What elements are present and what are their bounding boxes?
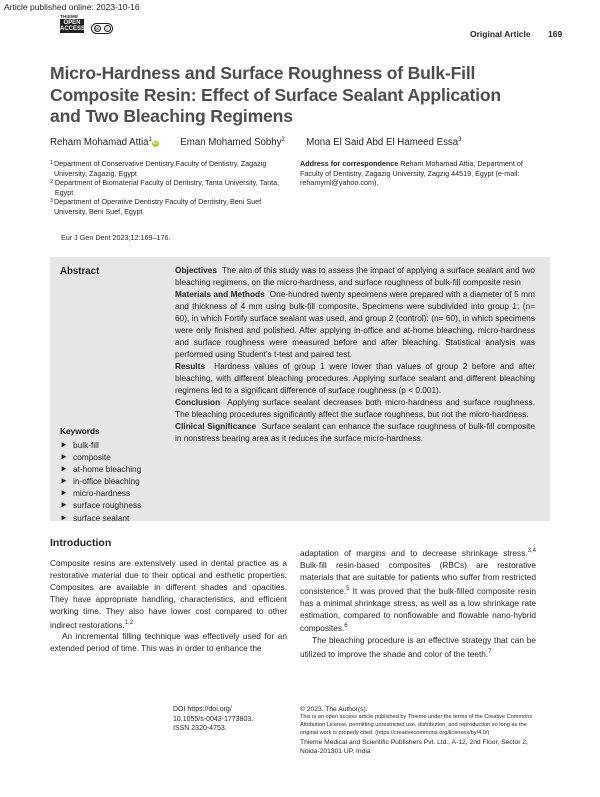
intro-paragraph xyxy=(50,558,287,631)
orcid-icon[interactable]: iD xyxy=(153,140,158,146)
citation: 7 xyxy=(488,649,492,656)
affiliation-item xyxy=(50,178,290,197)
keywords-label: Keywords xyxy=(60,426,100,436)
citation: 5 xyxy=(346,585,350,592)
author-sup: 2 xyxy=(281,137,285,143)
citation: 6 xyxy=(344,623,348,630)
arrow-icon: ► xyxy=(60,452,68,462)
license-text: This is an open access article published by Thieme under the terms of the Creative Commons Attribution License, permitting unrestricted use, distribution, and reproduction so long as the original work is properly cited. (https://creativecommons.org/licenses/by/4.0/) xyxy=(300,714,533,736)
keyword-text: composite xyxy=(73,452,111,463)
keyword-item xyxy=(60,439,141,451)
license-block xyxy=(300,705,536,756)
affiliation-number: 2 xyxy=(50,179,54,185)
copyright: © 2023. The Author(s). xyxy=(300,706,368,713)
intro-text: adaptation of margins and to decrease shrinkage stress. xyxy=(300,548,528,558)
arrow-icon: ► xyxy=(60,464,68,474)
doi-label: DOI xyxy=(173,706,186,713)
keyword-text: at-home bleaching xyxy=(73,464,142,475)
author-name: Eman Mohamed Sobhy xyxy=(180,137,282,148)
abstract-label: Abstract xyxy=(60,266,100,277)
introduction-heading: Introduction xyxy=(50,537,112,549)
abstract-text xyxy=(175,264,535,444)
abstract-section xyxy=(175,288,535,360)
doi-line xyxy=(173,705,293,715)
author-name: Mona El Said Abd El Hameed Essa xyxy=(306,137,459,148)
intro-text: Composite resins are extensively used in dental practice as a restorative material due to their optical and esthetic properties. Composites are available in different shades and opacities. They have appropriate handling, characteristics, and efficient working time. They also have lower cost compared to other indirect restorations. xyxy=(50,558,287,630)
keyword-list xyxy=(60,439,141,524)
keyword-text: surface sealant xyxy=(73,512,130,523)
author-name: Reham Mohamad Attia xyxy=(50,137,149,148)
keyword-item xyxy=(60,475,141,487)
affiliation-text: Department of Operative Dentistry Faculty of Dentistry, Beni Suef University, Beni Suef, Egypt xyxy=(53,197,262,216)
keyword-item xyxy=(60,512,141,524)
affiliation-item xyxy=(50,197,290,216)
journal-reference: Eur J Gen Dent 2023;12:169–176. xyxy=(61,233,171,242)
page-number: 169 xyxy=(548,29,563,39)
arrow-icon: ► xyxy=(60,488,68,498)
creative-commons-icon xyxy=(91,23,113,34)
affiliation-text: Department of Biomaterial Faculty of Dentistry, Tanta University, Tanta, Egypt xyxy=(54,178,280,197)
affiliation-text: Department of Conservative Dentistry Faculty of Dentistry, Zagazig University, Zagazig, Egypt xyxy=(53,159,267,178)
abstract-body: Surface sealant can enhance the surface roughness of bulk-fill composite in nonstress bearing area as it reduces the surface micro-hardness. xyxy=(175,421,535,443)
keyword-text: bulk-fill xyxy=(73,440,99,450)
arrow-icon: ► xyxy=(60,500,68,510)
keyword-item xyxy=(60,463,141,475)
affiliations xyxy=(50,159,290,216)
logo-bottom-text: OPEN ACCESS xyxy=(60,20,86,32)
intro-paragraph: An incremental filling technique was effectively used for an extended period of time. This was in order to enhance the xyxy=(50,631,287,654)
abstract-body: One-hundred twenty specimens were prepared with a diameter of 5 mm and thickness of 4 mm using bulk-fill composite. Specimens were subdivided into group 1: (n= 60), in which Fortify surface sealant was used, and group 2 (control): (n= 60), in which specimens were only finished and polished. After applying in-office and at-home bleaching, micro-hardness and surface roughness were measured before and after bleaching. Statistical analysis was performed using Student’s t-test and paired test. xyxy=(175,289,535,359)
intro-text: It was proved that the bulk-filled composite resin has a minimal shrinkage stress, as well as a low shrinkage rate estimation, compared to nonflowable and flowable nano-hybrid composites. xyxy=(300,585,536,634)
published-date: Article published online: 2023-10-16 xyxy=(4,2,140,12)
intro-text: Bulk-fill resin-based composites (RBCs) are restorative materials that are suitable for patients who suffer from restricted consistence. xyxy=(300,559,536,596)
intro-text: The bleaching procedure is an effective strategy that can be utilized to improve the shade and color of the teeth. xyxy=(300,635,536,660)
doi-value: 10.1055/s-0043-1773803. xyxy=(173,715,254,723)
article-type: Original Article xyxy=(470,29,531,39)
correspondence-label: Address for correspondence xyxy=(300,159,399,168)
keyword-text: in-office bleaching xyxy=(73,476,140,487)
intro-paragraph xyxy=(300,635,536,661)
abstract-heading: Results xyxy=(175,361,205,371)
author-sup: 3 xyxy=(458,137,462,143)
abstract-body: Applying surface sealant decreases both micro-hardness and surface roughness. The bleaching procedures significantly affect the surface roughness, but not the micro-hardness. xyxy=(175,397,535,419)
arrow-icon: ► xyxy=(60,440,68,449)
doi-link[interactable]: https://doi.org/ xyxy=(187,706,232,713)
thieme-open-access-logo xyxy=(60,14,84,33)
keyword-text: micro-hardness xyxy=(73,488,131,499)
arrow-icon: ► xyxy=(60,476,68,486)
abstract-section xyxy=(175,264,535,288)
correspondence-text: Reham Mohamad Attia, Department of Faculty of Dentistry, Zagazig University, Zagzig 44519, Egypt (e-mail: rehamyml@yahoo.com). xyxy=(300,159,523,187)
publisher: Thieme Medical and Scientific Publishers Pvt. Ltd., A-12, 2nd Floor, Sector 2, Noida-201301 UP, India xyxy=(300,738,528,755)
intro-right-column xyxy=(300,546,536,661)
affiliation-number: 1 xyxy=(50,160,54,166)
abstract-section xyxy=(175,420,535,444)
logo-top-text: THIEME xyxy=(60,14,79,19)
citation: 3,4 xyxy=(527,548,536,554)
article-title: Micro-Hardness and Surface Roughness of Bulk-Fill Composite Resin: Effect of Surface Sealant Application and Two Bleaching Regimens xyxy=(50,63,501,126)
abstract-heading: Conclusion xyxy=(175,397,221,407)
abstract-section xyxy=(175,360,535,396)
abstract-body: Hardness values of group 1 were lower than values of group 2 before and after bleaching, with different bleaching procedures. Applying surface sealant and different bleaching regimens led to a significant difference of surface roughness (p < 0.001). xyxy=(175,361,535,395)
abstract-body: The aim of this study was to assess the impact of applying a surface sealant and two bleaching regimens, on the micro-hardness, and surface roughness of bulk-fill composite resin xyxy=(175,265,535,287)
keyword-text: surface roughness xyxy=(73,500,142,511)
abstract-heading: Objectives xyxy=(175,265,217,275)
abstract-heading: Clinical Significance xyxy=(175,421,257,431)
intro-left-column xyxy=(50,558,287,655)
author-list xyxy=(50,137,462,148)
issn: ISSN 2320-4753. xyxy=(173,725,227,733)
doi-block xyxy=(173,705,293,734)
arrow-icon: ► xyxy=(60,512,68,522)
by-icon: i xyxy=(104,25,111,32)
author-sup: 1 xyxy=(148,137,152,143)
abstract-heading: Materials and Methods xyxy=(175,289,265,299)
keyword-item xyxy=(60,499,141,511)
keyword-item xyxy=(60,487,141,499)
affiliation-number: 3 xyxy=(50,198,54,204)
correspondence xyxy=(300,159,530,188)
citation: 1,2 xyxy=(124,619,134,626)
abstract-section xyxy=(175,396,535,420)
keyword-item xyxy=(60,451,141,463)
affiliation-item xyxy=(50,159,290,178)
cc-icon: cc xyxy=(94,26,100,31)
intro-paragraph xyxy=(300,546,536,635)
